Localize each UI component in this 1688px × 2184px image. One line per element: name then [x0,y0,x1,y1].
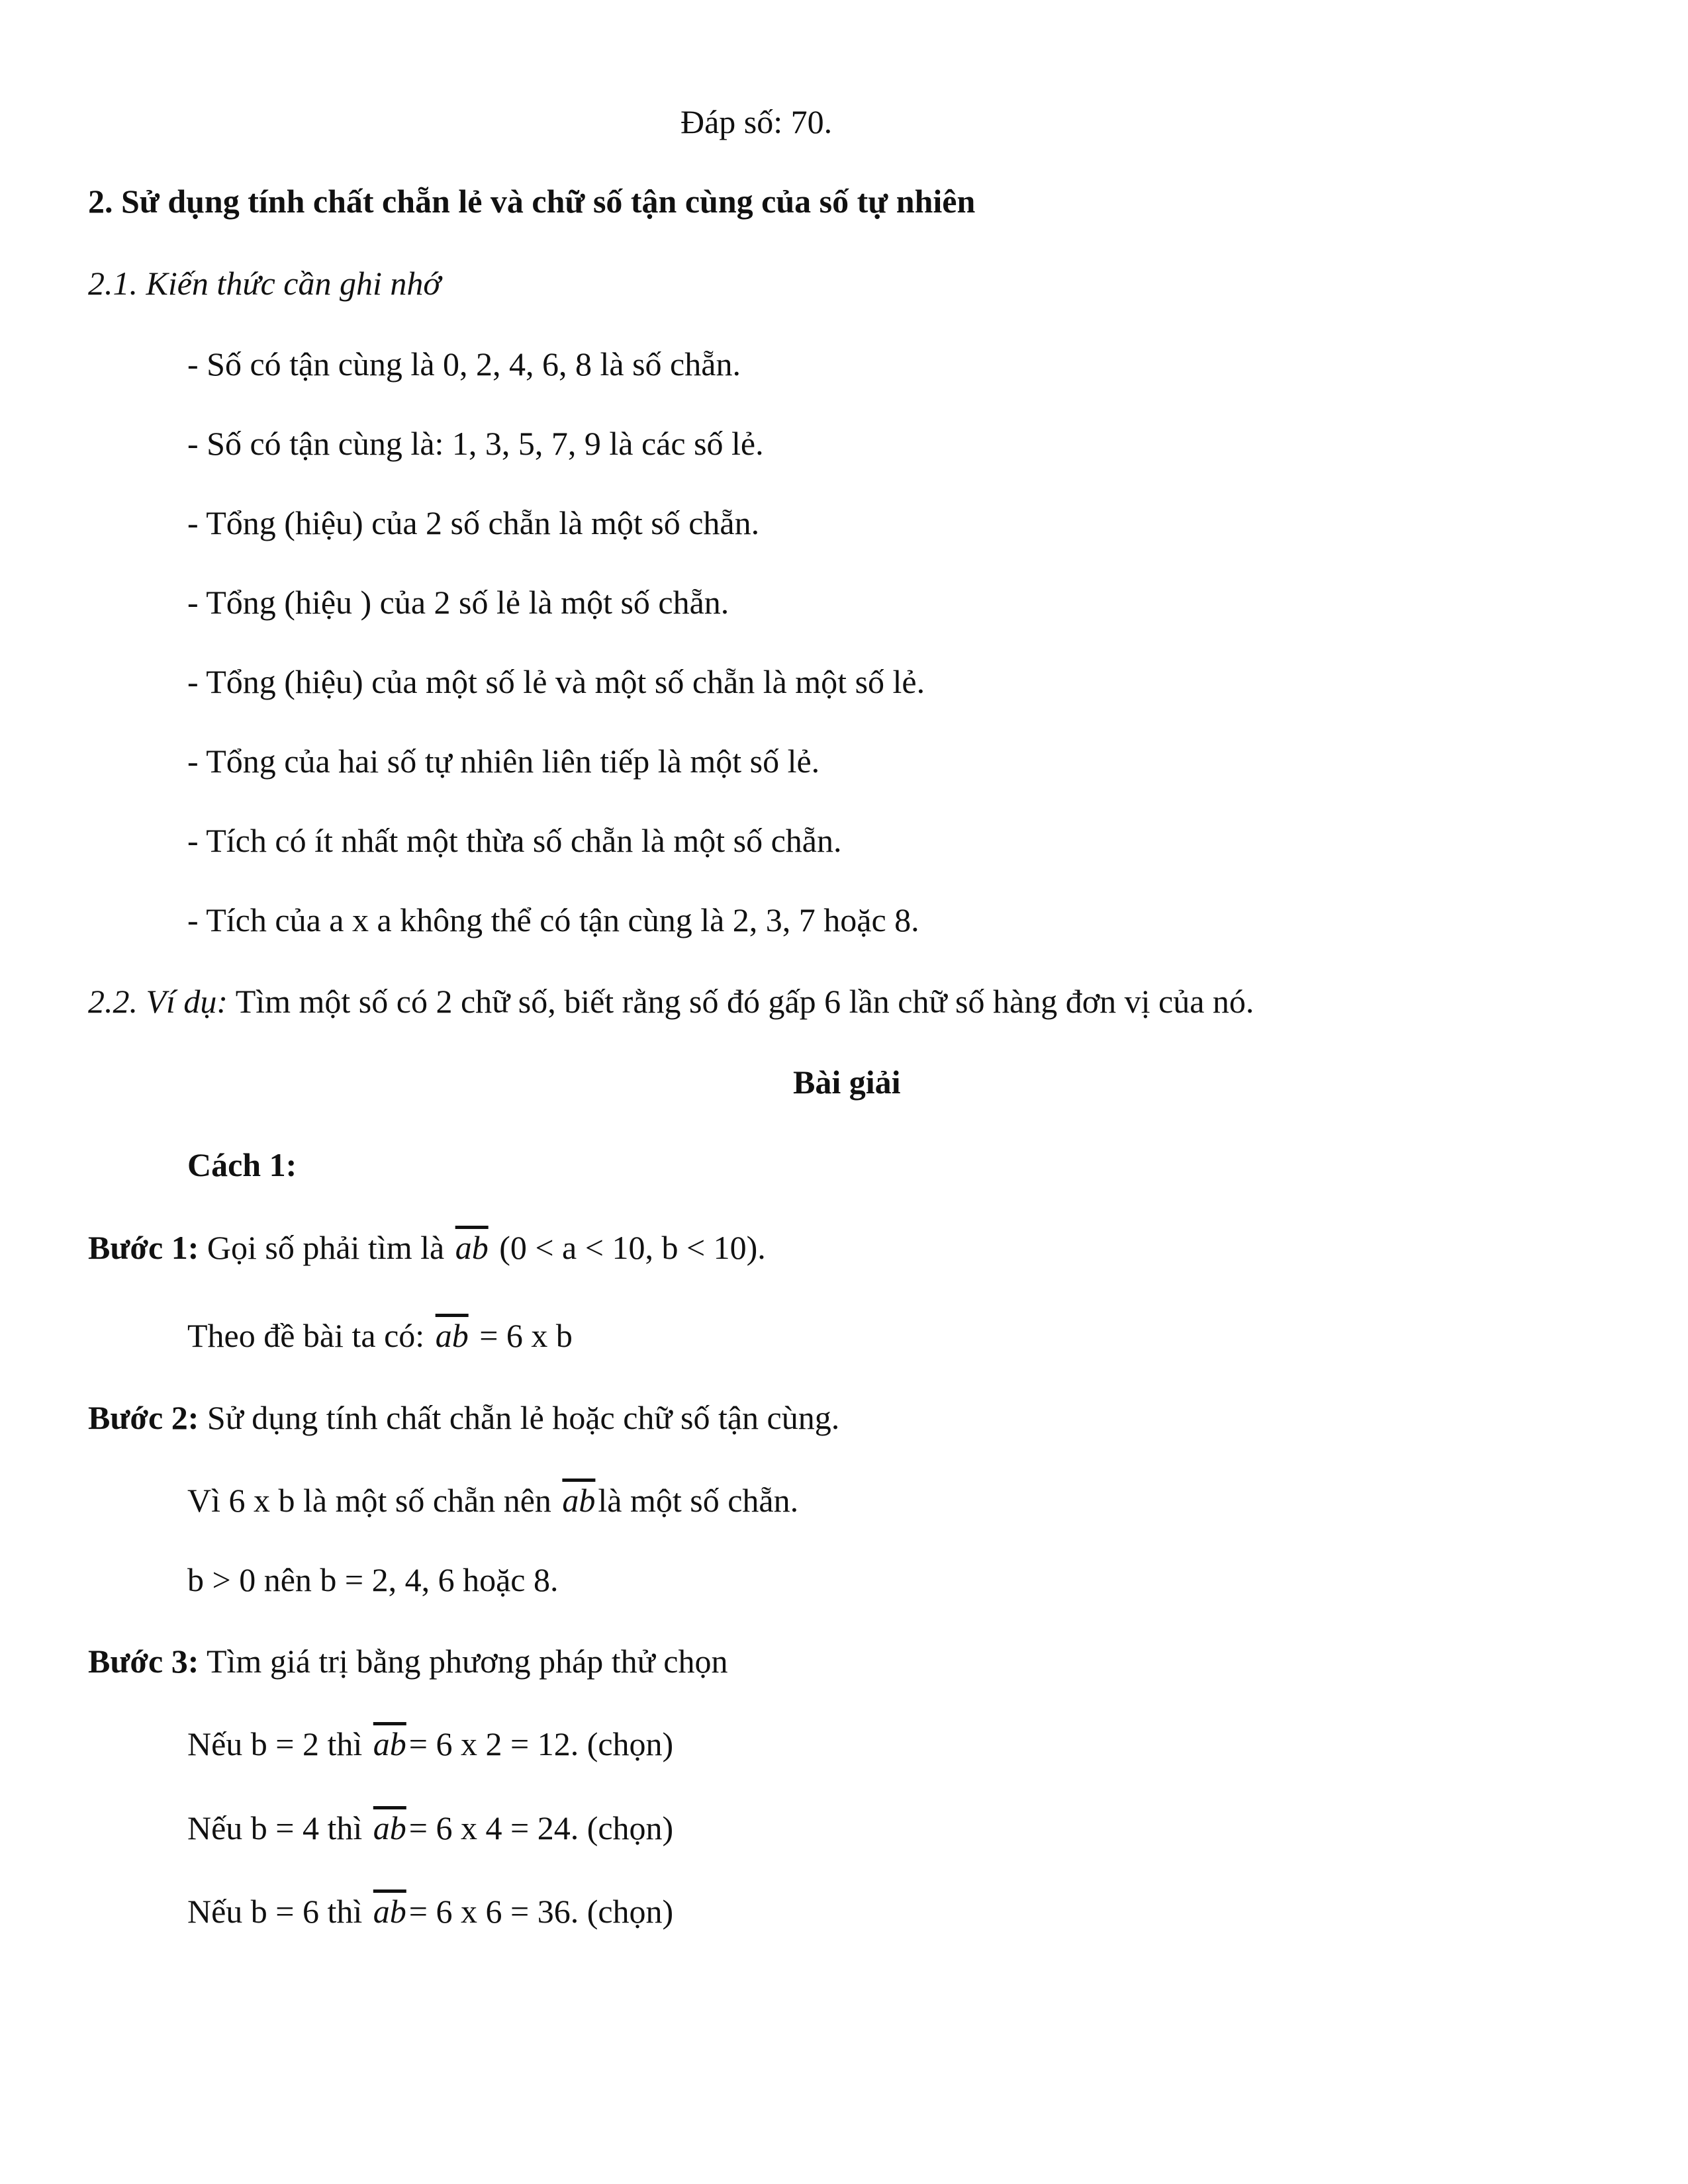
equation-prefix: Theo đề bài ta có: [187,1317,433,1354]
parity-prefix: Vì 6 x b là một số chẵn nên [187,1482,560,1519]
rule-item: - Tích của a x a không thể có tận cùng là 2, 3, 7 hoặc 8. [187,901,919,938]
step-1-text: Gọi số phải tìm là [199,1229,453,1266]
case-prefix: Nếu b = 6 thì [187,1893,371,1930]
step-2-label: Bước 2: [88,1399,199,1436]
rule-item: - Tổng (hiệu ) của 2 số lẻ là một số chẵn. [187,584,729,621]
rule-item: - Tổng (hiệu) của 2 số chẵn là một số chẵn. [187,504,760,541]
overline-ab: $\overline{ab}$ [373,1809,406,1846]
step-1-equation [187,1316,573,1355]
case-result: = 6 x 6 = 36. (chọn) [408,1893,674,1930]
rule-item: - Tổng của hai số tự nhiên liên tiếp là một số lẻ. [187,743,820,780]
overline-ab: $\overline{ab}$ [455,1229,489,1266]
rule-item: - Số có tận cùng là 0, 2, 4, 6, 8 là số chẵn. [187,345,741,383]
step-3-text: Tìm giá trị bằng phương pháp thử chọn [199,1643,728,1680]
overline-ab: $\overline{ab}$ [373,1725,406,1762]
overline-ab: $\overline{ab}$ [562,1482,596,1519]
example-line [88,981,1254,1021]
knowledge-title: 2.1. Kiến thức cần ghi nhớ [88,265,442,302]
case-line [187,1891,673,1931]
rule-item: - Tích có ít nhất một thừa số chẵn là một số chẵn. [187,822,842,859]
solution-title: Bài giải [793,1064,901,1101]
step-2-text: Sử dụng tính chất chẵn lẻ hoặc chữ số tận cùng. [199,1399,840,1436]
case-prefix: Nếu b = 4 thì [187,1809,371,1846]
example-label: 2.2. Ví dụ: [88,983,228,1020]
step-1-condition: (0 < a < 10, b < 10). [491,1229,766,1266]
equation-suffix: = 6 x b [471,1317,573,1354]
case-line [187,1724,673,1764]
overline-ab: $\overline{ab}$ [373,1893,406,1930]
answer-line: Đáp số: 70. [680,103,833,140]
step-3-label: Bước 3: [88,1643,199,1680]
rule-item: - Tổng (hiệu) của một số lẻ và một số chẵn là một số lẻ. [187,663,925,700]
step-1-label: Bước 1: [88,1229,199,1266]
parity-suffix: là một số chẵn. [598,1482,799,1519]
example-text: Tìm một số có 2 chữ số, biết rằng số đó gấp 6 lần chữ số hàng đơn vị của nó. [228,983,1254,1020]
step-1-line [88,1228,766,1267]
step-2-line [88,1398,839,1437]
step-3-line [88,1641,727,1681]
method-label: Cách 1: [187,1146,297,1183]
case-result: = 6 x 4 = 24. (chọn) [408,1809,674,1846]
step-2-values: b > 0 nên b = 2, 4, 6 hoặc 8. [187,1561,559,1598]
rule-item: - Số có tận cùng là: 1, 3, 5, 7, 9 là các số lẻ. [187,425,764,462]
case-line [187,1808,673,1848]
section-2-heading: 2. Sử dụng tính chất chẵn lẻ và chữ số tận cùng của số tự nhiên [88,183,976,220]
step-2-parity [187,1480,798,1520]
overline-ab: $\overline{ab}$ [435,1317,469,1354]
case-result: = 6 x 2 = 12. (chọn) [408,1725,674,1762]
case-prefix: Nếu b = 2 thì [187,1725,371,1762]
